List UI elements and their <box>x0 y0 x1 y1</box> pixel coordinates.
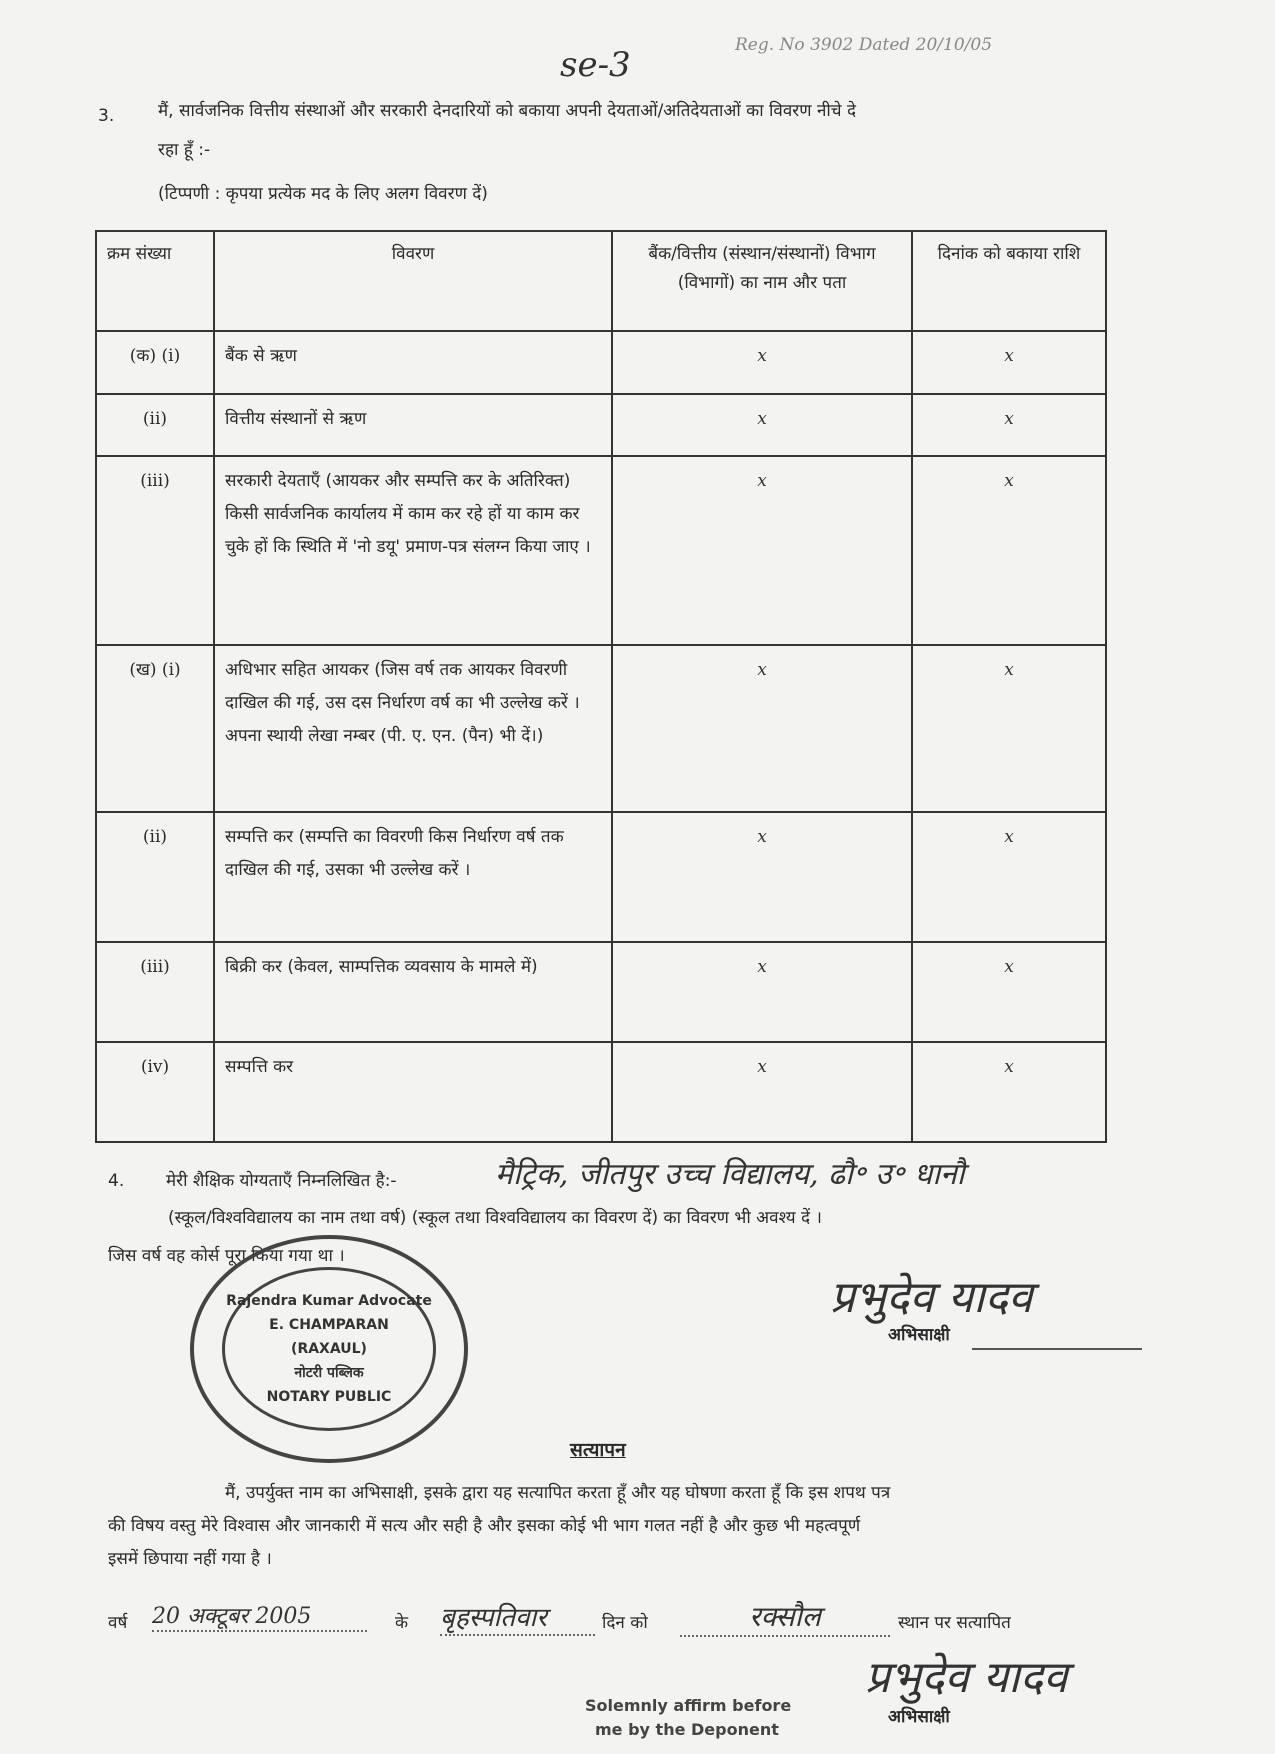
row-serial: (iii) <box>96 942 214 1042</box>
section-4-line3: जिस वर्ष वह कोर्स पूरा किया गया था । <box>108 1246 345 1266</box>
row-serial: (ii) <box>96 812 214 942</box>
row-bank-mark: x <box>612 812 912 942</box>
seal-line-2: E. CHAMPARAN <box>269 1317 389 1333</box>
row-amount-mark: x <box>912 331 1106 394</box>
handwritten-ref: se-3 <box>560 45 631 85</box>
row-bank-mark: x <box>612 645 912 812</box>
row-amount-mark: x <box>912 456 1106 645</box>
row-details: सम्पत्ति कर (सम्पत्ति का विवरणी किस निर्धारण वर्ष तक दाखिल की गई, उसका भी उल्लेख करें । <box>214 812 612 942</box>
section-4-line2: (स्कूल/विश्वविद्यालय का नाम तथा वर्ष) (स्कूल तथा विश्वविद्यालय का विवरण दें) का विवरण भी अवश्य दें । <box>168 1208 822 1228</box>
affirm-stamp-line-1: Solemnly affirm before <box>585 1696 792 1715</box>
deponent-signature-2: प्रभुदेव यादव <box>865 1652 1068 1703</box>
table-row <box>96 645 1106 812</box>
row-details: सम्पत्ति कर <box>214 1042 612 1142</box>
row-bank-mark: x <box>612 1042 912 1142</box>
header-outstanding-amount: दिनांक को बकाया राशि <box>912 231 1106 331</box>
section-3-intro-line1: मैं, सार्वजनिक वित्तीय संस्थाओं और सरकारी देनदारियों को बकाया अपनी देयताओं/अतिदेयताओं का विवरण नीचे दे <box>158 101 857 121</box>
section-3-note: (टिप्पणी : कृपया प्रत्येक मद के लिए अलग विवरण दें) <box>158 184 488 204</box>
row-bank-mark: x <box>612 942 912 1042</box>
row-amount-mark: x <box>912 1042 1106 1142</box>
row-serial: (iii) <box>96 456 214 645</box>
signature-line-1 <box>972 1348 1142 1350</box>
verification-heading: सत्यापन <box>570 1439 626 1461</box>
seal-line-1: Rajendra Kumar Advocate <box>226 1293 432 1309</box>
row-details: बैंक से ऋण <box>214 331 612 394</box>
seal-line-4: नोटरी पब्लिक <box>294 1365 364 1381</box>
deponent-signature-1: प्रभुदेव यादव <box>830 1272 1033 1323</box>
header-serial-number: क्रम संख्या <box>96 231 214 331</box>
row-serial: (ii) <box>96 394 214 456</box>
header-details: विवरण <box>214 231 612 331</box>
row-details: बिक्री कर (केवल, साम्पत्तिक व्यवसाय के मामले में) <box>214 942 612 1042</box>
table-row <box>96 331 1106 394</box>
row-details: अधिभार सहित आयकर (जिस वर्ष तक आयकर विवरणी दाखिल की गई, उस दस निर्धारण वर्ष का भी उल्लेख करें । अपना स्थायी लेखा नम्बर (पी. ए. एन. (पैन) भी दें।) <box>214 645 612 812</box>
verification-para-line2: की विषय वस्तु मेरे विश्वास और जानकारी में सत्य और सही है और इसका कोई भी भाग गलत नहीं है और कुछ भी महत्वपूर्ण <box>108 1516 861 1536</box>
section-4-label: मेरी शैक्षिक योग्यताएँ निम्नलिखित है:- <box>166 1171 397 1191</box>
table-header-row <box>96 231 1106 331</box>
registration-note: Reg. No 3902 Dated 20/10/05 <box>735 35 993 55</box>
seal-line-3: (RAXAUL) <box>291 1341 367 1357</box>
verification-para-line1: मैं, उपर्युक्त नाम का अभिसाक्षी, इसके द्वारा यह सत्यापित करता हूँ और यह घोषणा करता हूँ कि इस शपथ पत्र <box>225 1483 891 1503</box>
verification-year-label: वर्ष <box>108 1613 128 1633</box>
row-details: वित्तीय संस्थानों से ऋण <box>214 394 612 456</box>
header-bank-name-address: बैंक/वित्तीय (संस्थान/संस्थानों) विभाग (विभागों) का नाम और पता <box>612 231 912 331</box>
row-bank-mark: x <box>612 331 912 394</box>
verification-of-label: के <box>395 1613 409 1633</box>
row-serial: (iv) <box>96 1042 214 1142</box>
row-amount-mark: x <box>912 394 1106 456</box>
section-4-number: 4. <box>108 1171 125 1191</box>
row-bank-mark: x <box>612 394 912 456</box>
row-serial: (ख) (i) <box>96 645 214 812</box>
table-row <box>96 1042 1106 1142</box>
section-3-intro-line2: रहा हूँ :- <box>158 140 211 160</box>
affirm-stamp-line-2: me by the Deponent <box>595 1720 779 1739</box>
row-bank-mark: x <box>612 456 912 645</box>
section-3-number: 3. <box>98 106 115 126</box>
verification-place-label: स्थान पर सत्यापित <box>898 1613 1011 1633</box>
seal-line-5: NOTARY PUBLIC <box>266 1389 392 1405</box>
verification-day-label: दिन को <box>602 1613 648 1633</box>
verification-day-value: बृहस्पतिवार <box>440 1598 595 1636</box>
table-row <box>96 394 1106 456</box>
verification-place-value: रक्सौल <box>680 1597 890 1637</box>
deponent-label-1: अभिसाक्षी <box>888 1325 950 1345</box>
row-amount-mark: x <box>912 812 1106 942</box>
row-amount-mark: x <box>912 645 1106 812</box>
verification-para-line3: इसमें छिपाया नहीं गया है । <box>108 1549 272 1569</box>
row-serial: (क) (i) <box>96 331 214 394</box>
deponent-label-2: अभिसाक्षी <box>888 1707 950 1727</box>
table-row <box>96 942 1106 1042</box>
table-row <box>96 812 1106 942</box>
education-handwritten: मैट्रिक, जीतपुर उच्च विद्यालय, ढौ॰ उ॰ धानौ <box>495 1157 965 1192</box>
notary-seal <box>190 1235 468 1463</box>
row-amount-mark: x <box>912 942 1106 1042</box>
liabilities-table <box>95 230 1107 1143</box>
verification-year-value: 20 अक्टूबर 2005 <box>152 1600 367 1632</box>
table-row <box>96 456 1106 645</box>
row-details: सरकारी देयताएँ (आयकर और सम्पत्ति कर के अतिरिक्त) किसी सार्वजनिक कार्यालय में काम कर रहे हों या काम कर चुके हों कि स्थिति में 'नो डयू' प्रमाण-पत्र संलग्न किया जाए । <box>214 456 612 645</box>
